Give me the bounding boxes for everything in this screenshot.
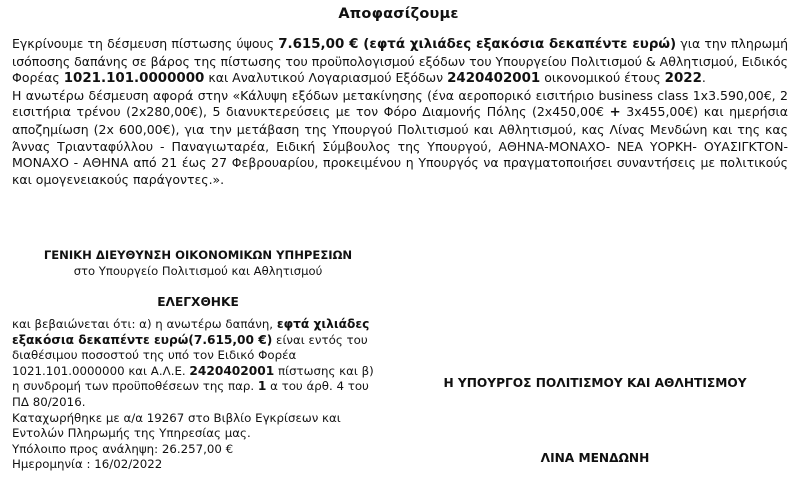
purpose-text-2: 3x455,00€) και ημερήσια αποζημίωση (2x 600,00€), για την μετάβαση της Υπουργού Πολιτισμού και Αθλητισμού, κας Λίνας Μενδώνη και της κας Άννας Τριανταφύλλου - Παναγιωταρέα, Ειδική Σύμβουλος της Υπουργού, ΑΘΗΝΑ-ΜΟΝΑΧΟ- ΝΕΑ ΥΟΡΚΗ- ΟΥΑΣΙΓΚΤΟΝ-ΜΟΝΑΧΟ - ΑΘΗΝΑ από 21 έως 27 Φεβρουαρίου, προκειμένου η Υπουργός να πραγματοποιήσει συναντήσεις με πολιτικούς και ομογενειακούς παράγοντες.». xyxy=(12,104,788,187)
checked-label: ΕΛΕΓΧΘΗΚΕ xyxy=(157,295,239,309)
purpose-plus: + xyxy=(609,105,621,121)
ale-code: 2420402001 xyxy=(189,363,275,378)
paragraph-number: 1 xyxy=(257,379,267,394)
verification-text-4: α του άρθ. 4 του ΠΔ 80/2016. xyxy=(12,379,369,409)
decision-body xyxy=(12,36,788,188)
purpose-paragraph xyxy=(12,88,788,189)
purpose-text-1: Η ανωτέρω δέσμευση αφορά στην «Κάλυψη εξόδων μετακίνησης (ένα αεροπορικό εισιτήριο business class 1x3.590,00€, 2 εισιτήρια τρένου (2x280,00€), 5 διανυκτερεύσεις με τον Φόρο Διαμονής Πόλης (2x450,00€ xyxy=(12,87,788,120)
department-subtitle: στο Υπουργείο Πολιτισμού και Αθλητισμού xyxy=(73,264,323,278)
date-text: Ημερομηνία : 16/02/2022 xyxy=(12,457,163,472)
verification-amount: εφτά χιλιάδες εξακόσια δεκαπέντε ευρώ(7.615,00 €) xyxy=(12,317,370,347)
department-title: ΓΕΝΙΚΗ ΔΙΕΥΘΥΝΣΗ ΟΙΚΟΝΟΜΙΚΩΝ ΥΠΗΡΕΣΙΩΝ xyxy=(43,248,353,262)
balance-text: Υπόλοιπο προς ανάληψη: 26.257,00 € xyxy=(12,441,234,456)
approval-paragraph xyxy=(12,36,788,88)
fiscal-year: 2022 xyxy=(664,71,702,87)
verification-text-1: και βεβαιώνεται ότι: α) η ανωτέρω δαπάνη, xyxy=(12,317,277,331)
decision-heading: Αποφασίζουμε xyxy=(338,6,459,22)
approval-text-4: οικονομικού έτους xyxy=(540,70,665,86)
approval-amount: 7.615,00 € (εφτά χιλιάδες εξακόσια δεκαπέντε ευρώ) xyxy=(278,37,677,52)
registration-text: Καταχωρήθηκε με α/α 19267 στο Βιβλίο Εγκρίσεων και Εντολών Πληρωμής της Υπηρεσίας μας. xyxy=(12,410,341,441)
verification-text xyxy=(12,317,384,473)
agency-code: 1021.101.0000000 xyxy=(63,71,205,87)
approval-text-1: Εγκρίνουμε τη δέσμευση πίστωσης ύψους xyxy=(12,36,279,51)
account-code: 2420402001 xyxy=(447,71,541,87)
finance-department-block xyxy=(12,248,384,473)
verification-paragraph xyxy=(12,317,384,411)
minister-title: Η ΥΠΟΥΡΓΟΣ ΠΟΛΙΤΙΣΜΟΥ ΚΑΙ ΑΘΛΗΤΙΣΜΟΥ xyxy=(443,376,747,390)
approval-text-3: και Αναλυτικού Λογαριασμού Εξόδων xyxy=(204,70,448,86)
verification-text-2: είναι εντός του διαθέσιμου ποσοστού της υπό τον Ειδικό Φορέα 1021.101.0000000 και Α.Λ.Ε. xyxy=(12,332,368,378)
approval-text-2: για την πληρωμή ισόποσης δαπάνης σε βάρος της πίστωσης του προϋπολογισμού εξόδων του Υπουργείου Πολιτισμού & Αθλητισμού, Ειδικός Φορέας xyxy=(12,36,789,86)
minister-name: ΛΙΝΑ ΜΕΝΔΩΝΗ xyxy=(540,451,650,465)
verification-text-3: πίστωσης και β) η συνδρομή των προϋποθέσεων της παρ. xyxy=(12,363,374,394)
approval-text-5: . xyxy=(701,70,706,86)
